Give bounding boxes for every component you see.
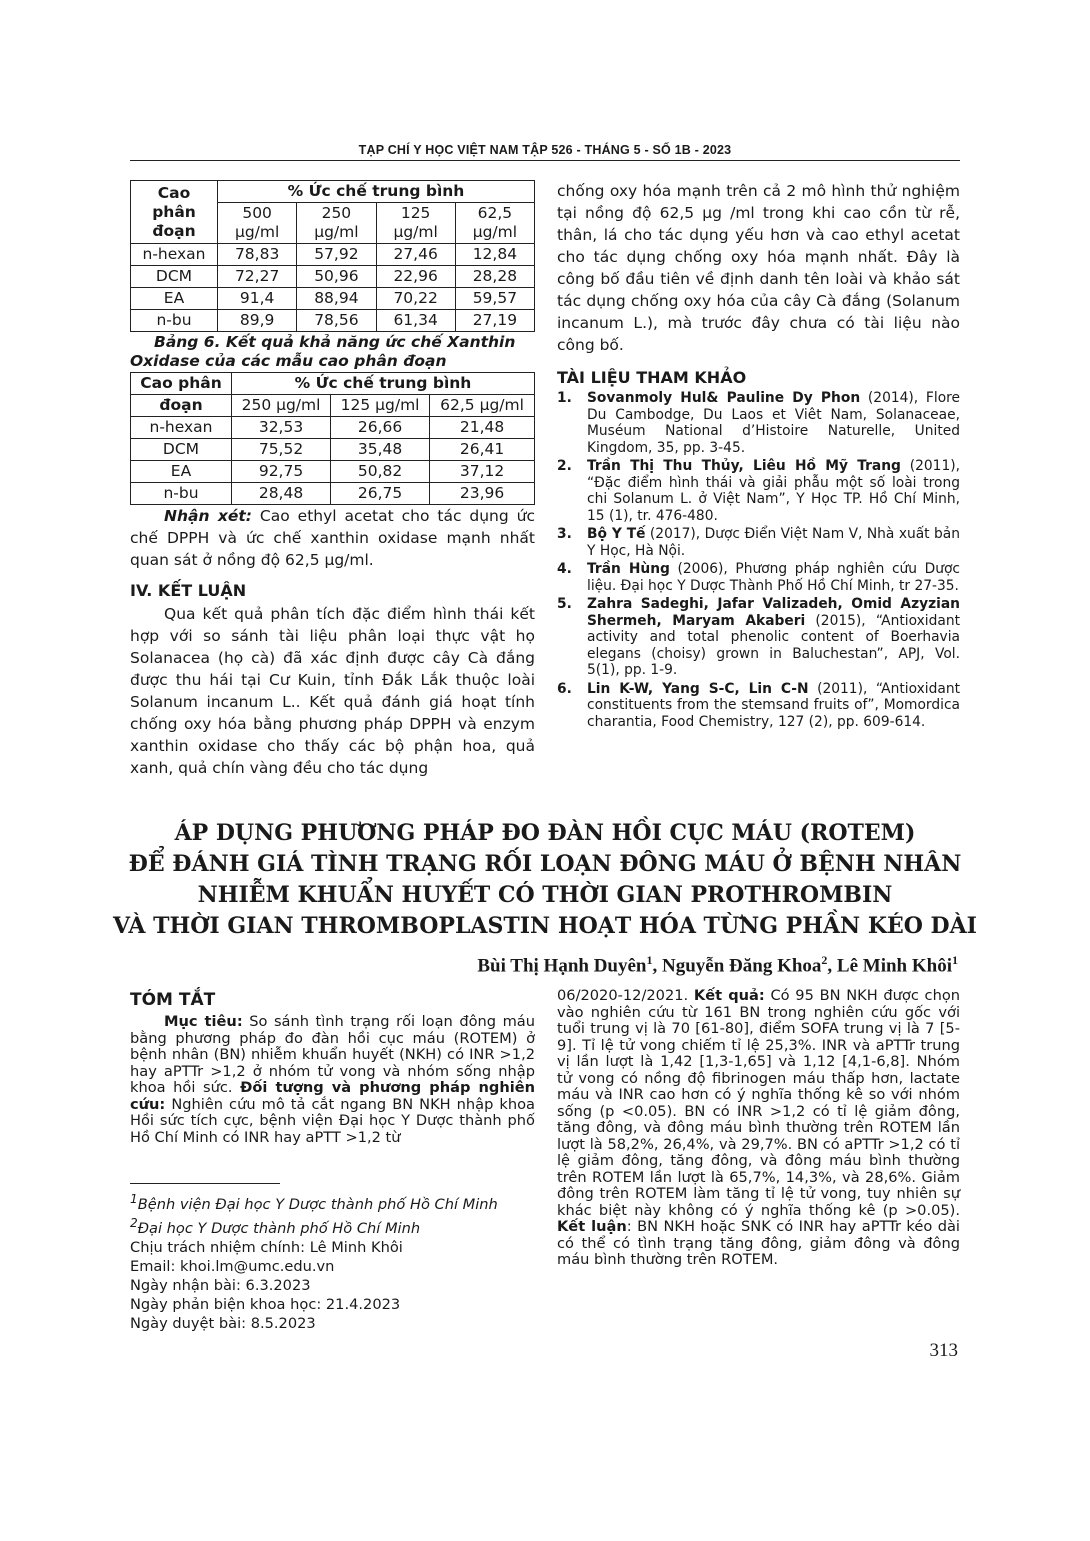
abstract-continuation: 06/2020-12/2021. Kết quả: Có 95 BN NKH được chọn vào nghiên cứu từ 161 BN trong nghiên cứu gốc với tuổi trung vị là 70 [61-80], điểm SOFA trung vị là 7 [5-9]. Tỉ lệ tử vong chiếm tỉ lệ 25,3%. INR và aPTTr trung vị lần lượt là 1,42 [1,3-1,65] và 1,12 [4,1-6,8]. Nhóm tử vong có nồng độ fibrinogen máu thấp hơn, lactate máu và INR cao hơn có ý nghĩa thống kê so với nhóm sống (p <0.05). BN có INR >1,2 có tỉ lệ giảm đông, tăng đông, và đông máu bình thường trên ROTEM lần lượt là 58,2%, 26,4%, và 29,7%. BN có aPTTr >1,2 có tỉ lệ giảm đông, tăng đông, và đông máu bình thường trên ROTEM lần lượt là 65,7%, 14,3%, và 28,6%. Giảm đông trên ROTEM làm tăng tỉ lệ tử vong, tuy nhiên sự khác biệt này không có ý nghĩa thống kê (p >0.05). Kết luận: BN NKH hoặc SNK có INR hay aPTTr kéo dài có thể có tình trạng tăng đông, giảm đông và đông máu bình thường trên ROTEM. (557, 987, 960, 1268)
conclusion-continuation: chống oxy hóa mạnh trên cả 2 mô hình thử nghiệm tại nồng độ 62,5 µg /ml trong khi cao cồn từ rễ, thân, lá cho tác dụng yếu hơn và cao ethyl acetat cho tác dụng chống oxy hóa mạnh nhất. Đây là công bố đầu tiên về định danh tên loài và khảo sát tác dụng chống oxy hóa của cây Cà đắng (Solanum incanum L.), mà trước đây chưa có tài liệu nào công bố. (557, 182, 960, 354)
affiliation-1: $^1$Bệnh viện Đại học Y Dược thành phố Hồ Chí Minh (130, 1192, 498, 1213)
table-row: EA 92,75 50,82 37,12 (131, 461, 535, 483)
reference-item: 1. Sovanmoly Hul& Pauline Dy Phon (2014), Flore Du Cambodge, Du Laos et Viêt Nam, Solanaceae, Muséum National d’Histoire Naturelle, United Kingdom, 35, pp. 3-45. (557, 390, 961, 456)
table6-conc-header: 250 µg/ml (232, 395, 331, 417)
footnotes (130, 1190, 535, 1333)
header-rule (130, 160, 960, 161)
abstract-paragraph: Mục tiêu: So sánh tình trạng rối loạn đông máu bằng phương pháp đo đàn hồi cục máu (ROTEM) ở bệnh nhân (BN) nhiễm khuẩn huyết (NKH) có INR >1,2 hay aPTTr >1,2 ở nhóm tử vong và nhóm sống nhập khoa hồi sức. Đối tượng và phương pháp nghiên cứu: Nghiên cứu mô tả cắt ngang BN NKH nhập khoa Hồi sức tích cực, bệnh viện Đại học Y Dược thành phố Hồ Chí Minh có INR hay aPTT >1,2 từ (130, 1013, 536, 1146)
table-row: n-bu 28,48 26,75 23,96 (131, 483, 535, 505)
right-column (557, 180, 960, 732)
table-row: n-hexan 78,83 57,92 27,46 12,84 (131, 244, 535, 266)
table6-conc-header: 62,5 µg/ml (430, 395, 535, 417)
references-heading: TÀI LIỆU THAM KHẢO (557, 368, 747, 387)
table6-fraction-header-2: đoạn (131, 395, 232, 417)
table6-conc-header: 125 µg/ml (331, 395, 430, 417)
running-header: TẠP CHÍ Y HỌC VIỆT NAM TẬP 526 - THÁNG 5 - SỐ 1B - 2023 (358, 143, 732, 157)
reference-item: 2. Trần Thị Thu Thủy, Liêu Hồ Mỹ Trang (2011), “Đặc điểm hình thái và giải phẫu một số loài trong chi Solanum L. ở Việt Nam”, Y Học TP. Hồ Chí Minh, 15 (1), tr. 476-480. (557, 458, 960, 524)
review-date: Ngày phản biện khoa học: 21.4.2023 (130, 1295, 401, 1313)
table6-group-header: % Ức chế trung bình (232, 373, 535, 395)
reference-item: 4. Trần Hùng (2006), Phương pháp nghiên cứu Dược liệu. Đại học Y Dược Thành Phố Hồ Chí Minh, tr 27-35. (557, 561, 961, 594)
table5-conc-header: 125 µg/ml (376, 203, 455, 244)
table-row: EA 91,4 88,94 70,22 59,57 (131, 288, 535, 310)
reference-item: 6. Lin K-W, Yang S-C, Lin C-N (2011), “Antioxidant constituents from the stemsand fruits of”, Momordica charantia, Food Chemistry, 127 (2), pp. 609-614. (557, 680, 960, 730)
author-line: Bùi Thị Hạnh Duyên$^1$, Nguyễn Đăng Khoa$^2$, Lê Minh Khôi$^1$ (477, 953, 958, 977)
reference-list (557, 390, 960, 730)
table5-conc-header: 62,5 µg/ml (455, 203, 534, 244)
table5-group-header: % Ức chế trung bình (218, 181, 535, 203)
article-title: ÁP DỤNG PHƯƠNG PHÁP ĐO ĐÀN HỒI CỤC MÁU (ROTEM) ĐỂ ĐÁNH GIÁ TÌNH TRẠNG RỐI LOẠN ĐÔNG MÁU Ở BỆNH NHÂN NHIỄM KHUẨN HUYẾT CÓ THỜI GIAN PROTHROMBIN VÀ THỜI GIAN THROMBOPLASTIN HOẠT HÓA TỪNG PHẦN KÉO DÀI (113, 820, 977, 939)
remark-paragraph: Nhận xét: Cao ethyl acetat cho tác dụng ức chế DPPH và ức chế xanthin oxidase mạnh nhất quan sát ở nồng độ 62,5 µg/ml. (130, 507, 535, 569)
conclusion-heading: IV. KẾT LUẬN (130, 581, 247, 600)
abstract-right (557, 988, 960, 1269)
accepted-date: Ngày duyệt bài: 8.5.2023 (130, 1314, 316, 1332)
reference-item: 5. Zahra Sadeghi, Jafar Valizadeh, Omid Azyzian Shermeh, Maryam Akaberi (2015), “Antioxidant activity and total phenolic content of Boerhavia elegans (choisy) grown in Baluchestan”, APJ, Vol. 5(1), pp. 1-9. (557, 596, 960, 678)
table-6 (130, 372, 535, 505)
conclusion-paragraph: Qua kết quả phân tích đặc điểm hình thái kết hợp với so sánh tài liệu phân loại thực vật họ Solanacea (họ cà) đã xác định được cây Cà đắng được thu hái tại Cư Kuin, tỉnh Đắk Lắk thuộc loài Solanum incanum L.. Kết quả đánh giá hoạt tính chống oxy hóa bằng phương pháp DPPH và enzym xanthin oxidase cho thấy các bộ phận hoa, quả xanh, quả chín vàng đều cho tác dụng (130, 605, 535, 777)
table-5 (130, 180, 535, 332)
abstract-heading: TÓM TẮT (130, 990, 216, 1010)
abstract-left (130, 990, 535, 1146)
footnote-rule (130, 1183, 280, 1184)
table5-fraction-header: Cao phân đoạn (131, 181, 218, 244)
received-date: Ngày nhận bài: 6.3.2023 (130, 1276, 311, 1294)
email: Email: khoi.lm@umc.edu.vn (130, 1257, 335, 1275)
reference-item: 3. Bộ Y Tế (2017), Dược Điển Việt Nam V, Nhà xuất bản Y Học, Hà Nội. (557, 526, 960, 559)
table5-conc-header: 250 µg/ml (297, 203, 376, 244)
table-row: n-bu 89,9 78,56 61,34 27,19 (131, 310, 535, 332)
affiliation-2: $^2$Đại học Y Dược thành phố Hồ Chí Minh (130, 1215, 421, 1237)
responsible-author: Chịu trách nhiệm chính: Lê Minh Khôi (130, 1238, 403, 1256)
table-row: DCM 72,27 50,96 22,96 28,28 (131, 266, 535, 288)
table6-fraction-header: Cao phân (131, 373, 232, 395)
table6-caption: Bảng 6. Kết quả khả năng ức chế Xanthin Oxidase của các mẫu cao phân đoạn (130, 333, 516, 370)
page-number: 313 (929, 1340, 958, 1361)
table-row: n-hexan 32,53 26,66 21,48 (131, 417, 535, 439)
table-row: DCM 75,52 35,48 26,41 (131, 439, 535, 461)
table5-conc-header: 500 µg/ml (218, 203, 297, 244)
left-column (130, 180, 535, 779)
